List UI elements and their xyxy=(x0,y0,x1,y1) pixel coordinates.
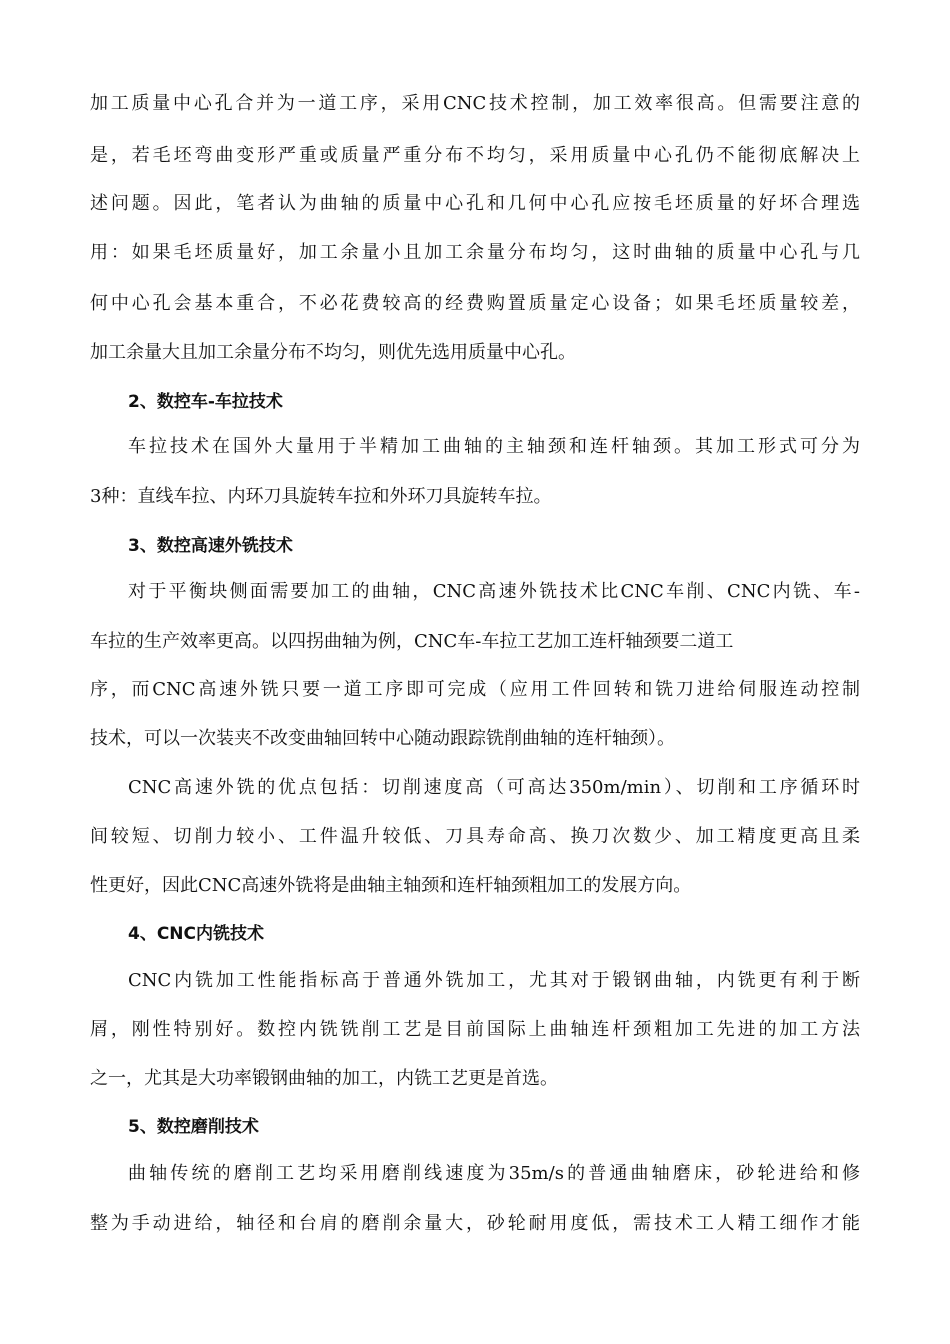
body-text-line: 加工余量大且加工余量分布不均匀，则优先选用质量中心孔。 xyxy=(90,342,576,363)
body-text-line: 加工质量中心孔合并为一道工序，采用CNC技术控制，加工效率很高。但需要注意的 xyxy=(90,93,860,114)
body-text-line: 间较短、切削力较小、工件温升较低、刀具寿命高、换刀次数少、加工精度更高且柔 xyxy=(90,826,860,847)
body-text-line: 是，若毛坯弯曲变形严重或质量严重分布不均匀，采用质量中心孔仍不能彻底解决上 xyxy=(90,145,860,166)
body-text-line: 整为手动进给，轴径和台肩的磨削余量大，砂轮耐用度低，需技术工人精工细作才能 xyxy=(90,1213,860,1234)
body-text-line: 用：如果毛坯质量好，加工余量小且加工余量分布均匀，这时曲轴的质量中心孔与几 xyxy=(90,242,860,263)
body-text-line: 之一，尤其是大功率锻钢曲轴的加工，内铣工艺更是首选。 xyxy=(90,1068,558,1089)
section-heading: 2、数控车-车拉技术 xyxy=(128,392,283,412)
body-text-line: 性更好，因此CNC高速外铣将是曲轴主轴颈和连杆轴颈粗加工的发展方向。 xyxy=(90,875,692,896)
body-text-line: 何中心孔会基本重合，不必花费较高的经费购置质量定心设备；如果毛坯质量较差， xyxy=(90,293,860,314)
section-heading: 5、数控磨削技术 xyxy=(128,1117,259,1137)
body-text-line: CNC内铣加工性能指标高于普通外铣加工，尤其对于锻钢曲轴，内铣更有利于断 xyxy=(128,970,860,991)
body-text-line: 车拉的生产效率更高。以四拐曲轴为例，CNC车-车拉工艺加工连杆轴颈要二道工 xyxy=(90,631,734,652)
section-heading: 4、CNC内铣技术 xyxy=(128,924,265,944)
body-text-line: CNC高速外铣的优点包括：切削速度高（可高达350m/min）、切削和工序循环时 xyxy=(128,777,860,798)
body-text-line: 技术，可以一次装夹不改变曲轴回转中心随动跟踪铣削曲轴的连杆轴颈）。 xyxy=(90,728,675,749)
body-text-line: 对于平衡块侧面需要加工的曲轴，CNC高速外铣技术比CNC车削、CNC内铣、车- xyxy=(128,581,860,602)
body-text-line: 序，而CNC高速外铣只要一道工序即可完成（应用工件回转和铣刀进给伺服连动控制 xyxy=(90,679,860,700)
body-text-line: 3种：直线车拉、内环刀具旋转车拉和外环刀具旋转车拉。 xyxy=(90,486,552,507)
body-text-line: 车拉技术在国外大量用于半精加工曲轴的主轴颈和连杆轴颈。其加工形式可分为 xyxy=(128,436,860,457)
body-text-line: 述问题。因此，笔者认为曲轴的质量中心孔和几何中心孔应按毛坯质量的好坏合理选 xyxy=(90,193,860,214)
section-heading: 3、数控高速外铣技术 xyxy=(128,536,293,556)
body-text-line: 曲轴传统的磨削工艺均采用磨削线速度为35m/s的普通曲轴磨床，砂轮进给和修 xyxy=(128,1163,860,1184)
body-text-line: 屑，刚性特别好。数控内铣铣削工艺是目前国际上曲轴连杆颈粗加工先进的加工方法 xyxy=(90,1019,860,1040)
